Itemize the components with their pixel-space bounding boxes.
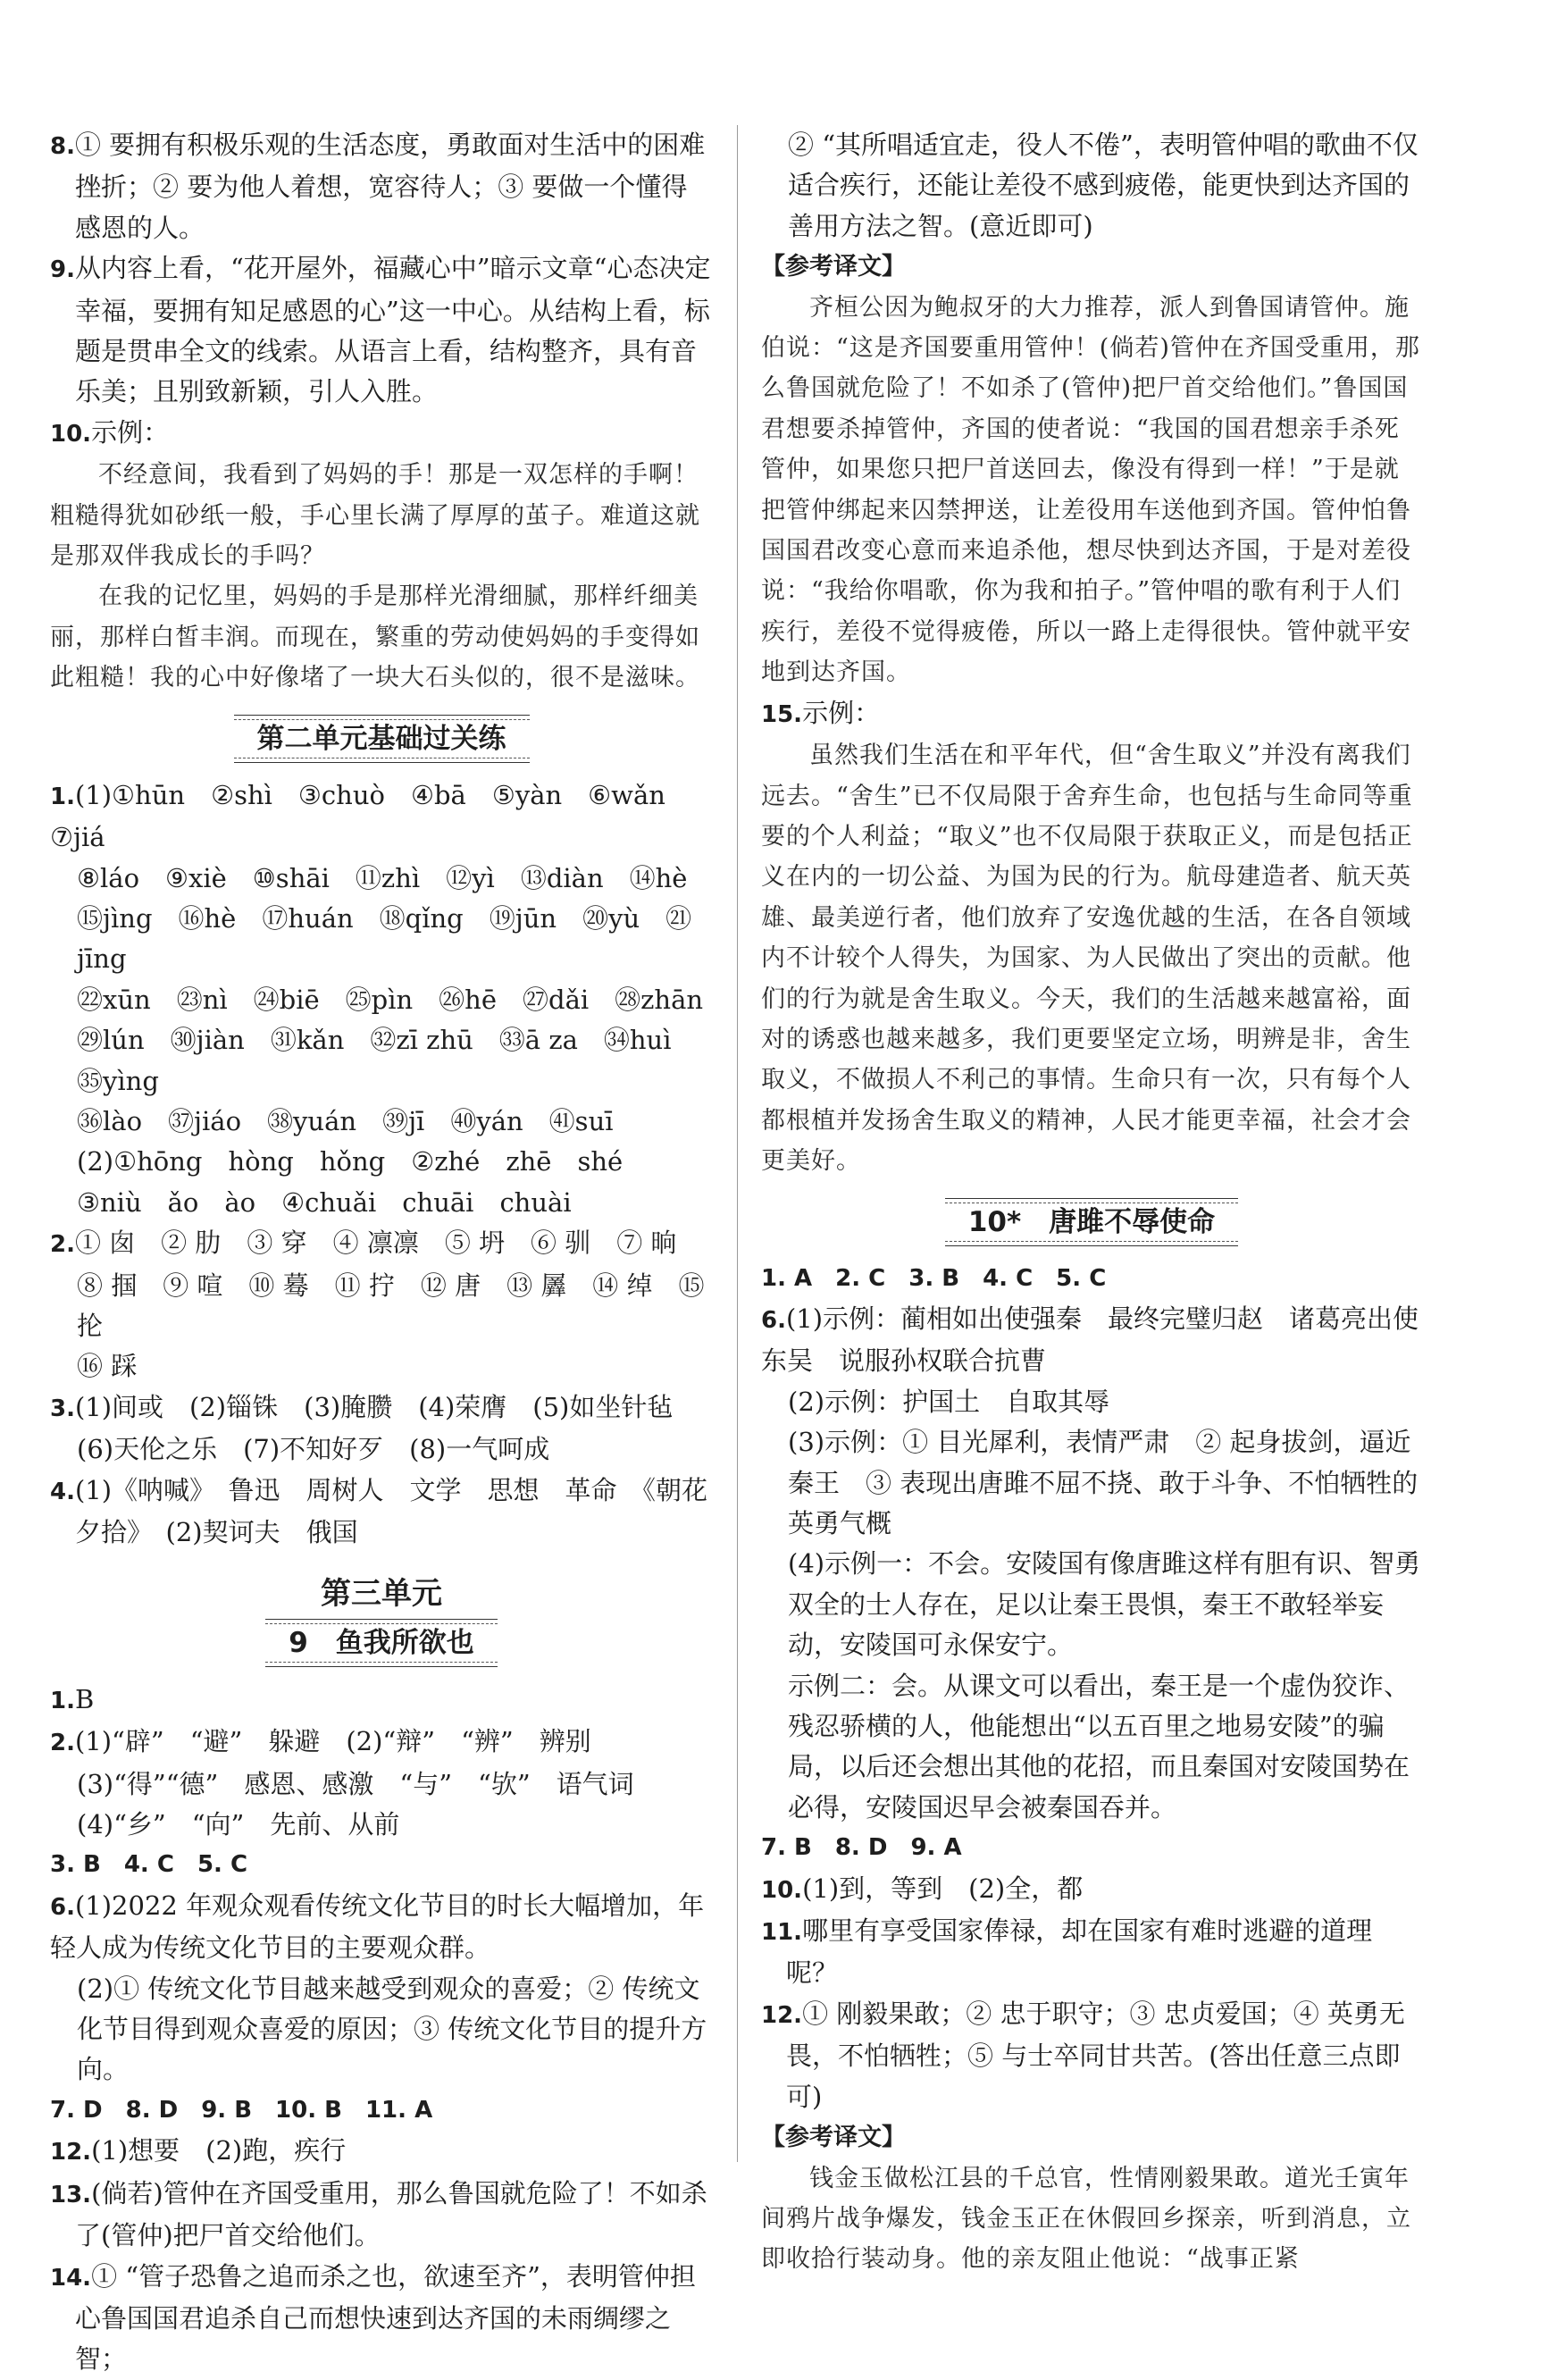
lesson9-answer-12: 12.(1)想要 (2)跑，疾行 bbox=[50, 2135, 347, 2166]
unit2-answer-4: 4.(1)《呐喊》 鲁迅 周树人 文学 思想 革命 《朝花夕拾》 (2)契诃夫 俄国 bbox=[50, 1474, 708, 1547]
lesson10-answer-6-line: 示例二：会。从课文可以看出，秦王是一个虚伪狡诈、残忍骄横的人，他能想出“以五百里之地易安陵”的骗局，以后还会想出其他的花招，而且秦国对安陵国势在必得，安陵国迟早会被秦国吞并。 bbox=[788, 1670, 1410, 1823]
reference-translation-label: 【参考译文】 bbox=[761, 2124, 906, 2152]
lesson10-answer-6: 6.(1)示例：蔺相如出使强秦 最终完璧归赵 诸葛亮出使东吴 说服孙权联合抗曹 bbox=[761, 1303, 1419, 1377]
lesson10-answer-6-line: (2)示例：护国土 自取其辱 bbox=[788, 1386, 1110, 1417]
unit2-answer-1-line: ⑧láo ⑨xiè ⑩shāi ⑪zhì ⑫yì ⑬diàn ⑭hè bbox=[77, 862, 688, 893]
lesson10-header: 10* 唐雎不辱使命 bbox=[761, 1198, 1422, 1246]
unit2-answer-2: 2.① 囱 ② 肋 ③ 穿 ④ 凛凛 ⑤ 坍 ⑥ 驯 ⑦ 晌 bbox=[50, 1228, 677, 1259]
lesson9-answer-2: 2.(1)“辟” “避” 躲避 (2)“辩” “辨” 辨别 bbox=[50, 1726, 591, 1757]
unit2-answer-3: 3.(1)间或 (2)锱铢 (3)腌臜 (4)荣膺 (5)如坐针毡 bbox=[50, 1391, 674, 1422]
lesson9-answers-7-11: 7. D 8. D 9. B 10. B 11. A bbox=[50, 2096, 433, 2124]
lesson9-header: 9 鱼我所欲也 bbox=[50, 1619, 713, 1667]
lesson9-answers-3-5: 3. B 4. C 5. C bbox=[50, 1851, 248, 1879]
lesson9-answer-13: 13.(倘若)管仲在齐国受重用，那么鲁国就危险了！不如杀了(管仲)把尸首交给他们。 bbox=[50, 2177, 707, 2251]
answer-10-para2: 在我的记忆里，妈妈的手是那样光滑细腻，那样纤细美丽，那样白皙丰润。而现在，繁重的劳动使妈妈的手变得如此粗糙！我的心中好像堵了一块大石头似的，很不是滋味。 bbox=[50, 582, 700, 692]
unit2-answer-1-line: ㉒xūn ㉓nì ㉔biē ㉕pìn ㉖hē ㉗dǎi ㉘zhān bbox=[77, 984, 704, 1015]
lesson10-answer-6-line: (4)示例一：不会。安陵国有像唐雎这样有胆有识、智勇双全的士人存在，足以让秦王畏惧，秦王不敢轻举妄动，安陵国可永保安宁。 bbox=[788, 1548, 1421, 1661]
answer-10: 10.示例： bbox=[50, 416, 170, 448]
lesson9-answer-1: 1.B bbox=[50, 1683, 95, 1714]
unit2-answer-1-line: ③niù ǎo ào ④chuǎi chuāi chuài bbox=[77, 1186, 572, 1218]
lesson9-answer-6-line: (2)① 传统文化节目越来越受到观众的喜爱；② 传统文化节目得到观众喜爱的原因；③ 传统文化节目的提升方向。 bbox=[77, 1973, 707, 2085]
lesson9-answer-15: 15.示例： bbox=[761, 697, 881, 728]
answer-10-para1: 不经意间，我看到了妈妈的手！那是一双怎样的手啊！粗糙得犹如砂纸一般，手心里长满了厚厚的茧子。难道这就是那双伴我成长的手吗？ bbox=[50, 461, 700, 571]
right-column bbox=[761, 125, 1422, 2280]
lesson9-answer-2-line: (4)“乡” “向” 先前、从前 bbox=[77, 1809, 400, 1840]
column-divider bbox=[737, 125, 738, 2162]
lesson10-answers-7-9: 7. B 8. D 9. A bbox=[761, 1834, 962, 1862]
section-header-unit2: 第二单元基础过关练 bbox=[50, 715, 713, 763]
reference-translation: 钱金玉做松江县的千总官，性情刚毅果敢。道光壬寅年间鸦片战争爆发，钱金玉正在休假回乡探亲，听到消息，立即收拾行装动身。他的亲友阻止他说：“战事正紧 bbox=[761, 2164, 1411, 2274]
unit2-answer-3-line: (6)天伦之乐 (7)不知好歹 (8)一气呵成 bbox=[77, 1434, 550, 1465]
reference-translation: 齐桓公因为鲍叔牙的大力推荐，派人到鲁国请管仲。施伯说：“这是齐国要重用管仲！(倘若)管仲在齐国受重用，那么鲁国就危险了！不如杀了(管仲)把尸首交给他们。”鲁国国君想要杀掉管仲，齐国的使者说：“我国的国君想亲手杀死管仲，如果您只把尸首送回去，像没有得到一样！”于是就把管仲绑起来囚禁押送，让差役用车送他到齐国。管仲怕鲁国国君改变心意而来追杀他，想尽快到达齐国，于是对差役说：“我给你唱歌，你为我和拍子。”管仲唱的歌有利于人们疾行，差役不觉得疲倦，所以一路上走得很快。管仲就平安地到达齐国。 bbox=[761, 293, 1420, 687]
unit2-answer-2-line: ⑯ 踩 bbox=[77, 1351, 138, 1382]
lesson10-answer-11: 11.哪里有享受国家俸禄，却在国家有难时逃避的道理呢？ bbox=[761, 1915, 1373, 1989]
lesson10-answer-12: 12.① 刚毅果敢；② 忠于职守；③ 忠贞爱国；④ 英勇无畏，不怕牺牲；⑤ 与士卒同甘共苦。(答出任意三点即可) bbox=[761, 1998, 1405, 2112]
unit3-title: 第三单元 bbox=[321, 1576, 442, 1613]
left-column bbox=[50, 125, 713, 2380]
unit2-answer-1: 1.(1)①hūn ②shì ③chuò ④bā ⑤yàn ⑥wǎn ⑦jiá bbox=[50, 779, 691, 853]
answer-9: 9.从内容上看，“花开屋外，福藏心中”暗示文章“心态决定幸福，要拥有知足感恩的心”这一中心。从结构上看，标题是贯串全文的线索。从语言上看，结构整齐，具有音乐美；且别致新颖，引人入胜。 bbox=[50, 253, 711, 407]
lesson9-answer-14: 14.① “管子恐鲁之追而杀之也，欲速至齐”，表明管仲担心鲁国国君追杀自己而想快速到达齐国的未雨绸缪之智； bbox=[50, 2260, 696, 2375]
lesson9-answer-15-essay: 虽然我们生活在和平年代，但“舍生取义”并没有离我们远去。“舍生”已不仅局限于舍弃生命，也包括与生命同等重要的个人利益；“取义”也不仅局限于获取正义，而是包括正义在内的一切公益、为国为民的行为。航母建造者、航天英雄、最美逆行者，他们放弃了安逸优越的生活，在各自领域内不计较个人得失，为国家、为人民做出了突出的贡献。他们的行为就是舍生取义。今天，我们的生活越来越富裕，面对的诱惑也越来越多，我们更要坚定立场，明辨是非，舍生取义，不做损人不利己的事情。生命只有一次，只有每个人都根植并发扬舍生取义的精神，人民才能更幸福，社会才会更美好。 bbox=[761, 742, 1413, 1176]
answer-8: 8.① 要拥有积极乐观的生活态度，勇敢面对生活中的困难挫折；② 要为他人着想，宽容待人；③ 要做一个懂得感恩的人。 bbox=[50, 130, 706, 243]
reference-translation-label: 【参考译文】 bbox=[761, 253, 906, 281]
unit2-answer-1-line: (2)①hōng hòng hǒng ②zhé zhē shé bbox=[77, 1146, 623, 1177]
lesson9-answer-2-line: (3)“得”“德” 感恩、感激 “与” “欤” 语气词 bbox=[77, 1768, 634, 1799]
lesson10-answer-6-line: (3)示例：① 目光犀利，表情严肃 ② 起身拔剑，逼近秦王 ③ 表现出唐雎不屈不挠、敢于斗争、不怕牺牲的英勇气概 bbox=[788, 1427, 1419, 1538]
lesson10-answers-1-5: 1. A 2. C 3. B 4. C 5. C bbox=[761, 1264, 1107, 1292]
unit2-answer-2-line: ⑧ 掴 ⑨ 喧 ⑩ 蓦 ⑪ 拧 ⑫ 唐 ⑬ 羼 ⑭ 绰 ⑮ 抡 bbox=[77, 1270, 705, 1341]
lesson9-answer-6: 6.(1)2022 年观众观看传统文化节目的时长大幅增加，年轻人成为传统文化节目的主要观众群。 bbox=[50, 1890, 705, 1964]
unit2-answer-1-line: ㊱lào ㊲jiáo ㊳yuán ㊴jī ㊵yán ㊶suī bbox=[77, 1105, 614, 1136]
unit2-answer-1-line: ㉙lún ㉚jiàn ㉛kǎn ㉜zī zhū ㉝ā za ㉞huì ㉟yìng bbox=[77, 1025, 698, 1096]
lesson10-answer-10: 10.(1)到，等到 (2)全，都 bbox=[761, 1873, 1084, 1904]
lesson9-answer-14-cont: ② “其所唱适宜走，役人不倦”，表明管仲唱的歌曲不仅适合疾行，还能让差役不感到疲倦，能更快到达齐国的善用方法之智。(意近即可) bbox=[788, 130, 1419, 241]
unit2-answer-1-line: ⑮jìng ⑯hè ⑰huán ⑱qǐng ⑲jūn ⑳yù ㉑jīng bbox=[77, 902, 692, 975]
